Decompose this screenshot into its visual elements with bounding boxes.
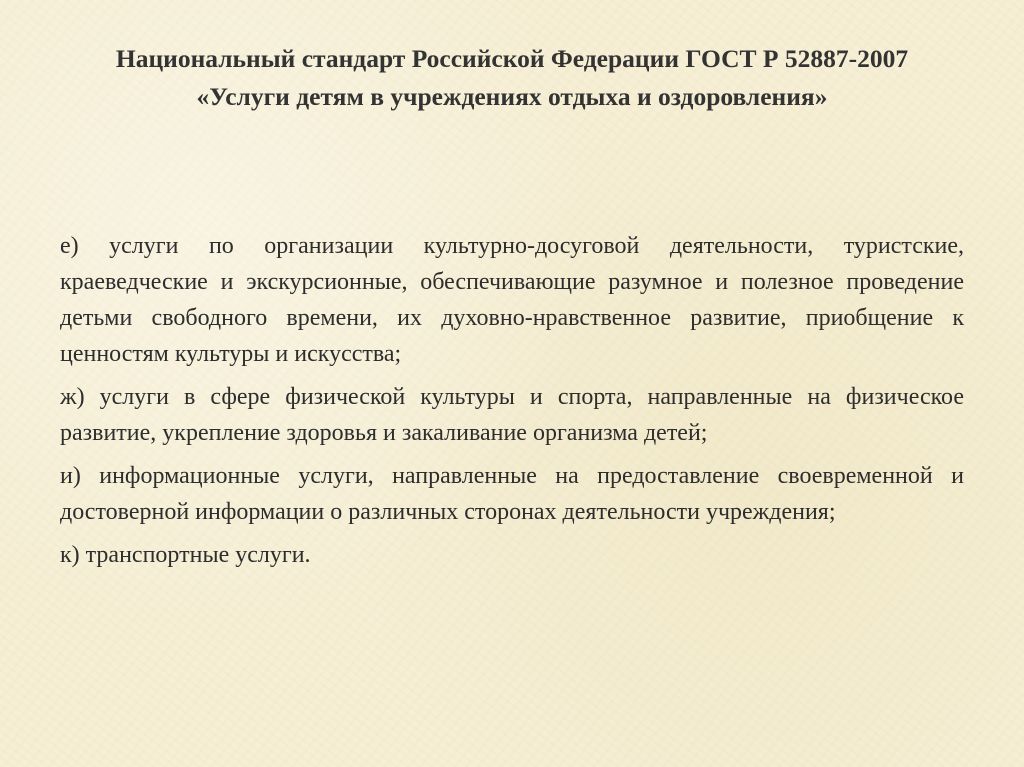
slide-body bbox=[60, 228, 964, 580]
paragraph-i: и) информационные услуги, направленные на предоставление своевременной и достоверной информации о различных сторонах деятельности учреждения; bbox=[60, 463, 964, 525]
slide-title: Национальный стандарт Российской Федерации ГОСТ Р 52887-2007 «Услуги детям в учреждениях отдыха и оздоровления» bbox=[115, 44, 909, 111]
paragraph-k: к) транспортные услуги. bbox=[60, 542, 311, 568]
paragraph-e: е) услуги по организации культурно-досуговой деятельности, туристские, краеведческие и экскурсионные, обеспечивающие разумное и полезное проведение детьми свободного времени, их духовно-нравственное развитие, приобщение к ценностям культуры и искусства; bbox=[60, 233, 964, 367]
paragraph-zh: ж) услуги в сфере физической культуры и спорта, направленные на физическое развитие, укрепление здоровья и закаливание организма детей; bbox=[60, 384, 964, 446]
